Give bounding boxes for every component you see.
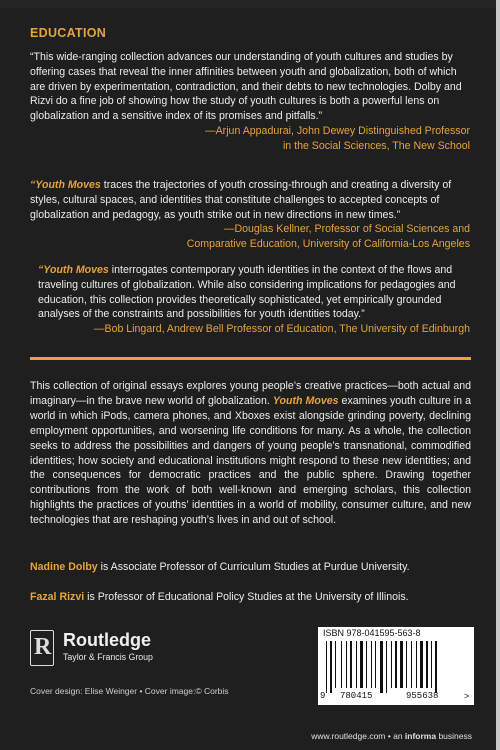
section-heading: EDUCATION	[30, 26, 107, 40]
cover-credits: Cover design: Elise Weinger • Cover image:© Corbis	[30, 686, 229, 696]
quote-attribution	[30, 124, 470, 154]
top-band	[0, 0, 500, 8]
description-text: This collection of original essays explores young people’s creative practices—both actual and imaginary—in the brave new world of globalization.	[30, 380, 471, 407]
author-bio-2	[30, 591, 471, 603]
book-title: Youth Moves	[272, 394, 339, 407]
endorsement-quote-2	[30, 178, 470, 252]
barcode-bar	[435, 641, 437, 693]
barcode-bar	[366, 641, 367, 688]
publisher-group: Taylor & Francis Group	[63, 652, 153, 662]
routledge-mark-icon	[30, 630, 54, 666]
barcode-bar	[400, 641, 403, 688]
author-bio-text: is Professor of Educational Policy Studies at the University of Illinois.	[84, 591, 409, 603]
barcode-bar	[411, 641, 412, 688]
author-name: Nadine Dolby	[30, 561, 98, 573]
barcode-bars	[326, 641, 466, 688]
quote-attribution	[30, 222, 470, 252]
barcode-bar	[426, 641, 428, 688]
separator: • an	[385, 731, 405, 741]
barcode-bar	[335, 641, 336, 688]
attribution-line: —Bob Lingard, Andrew Bell Professor of Education, The University of Edinburgh	[93, 323, 470, 336]
book-title: “Youth Moves	[30, 179, 101, 191]
attribution-line: Comparative Education, University of California-Los Angeles	[186, 238, 470, 251]
barcode-bar	[346, 641, 347, 688]
barcode-bar	[341, 641, 342, 688]
publisher-name: Routledge	[63, 630, 151, 650]
barcode-bar	[360, 641, 363, 688]
attribution-line: in the Social Sciences, The New School	[282, 139, 470, 152]
attribution-line: —Arjun Appadurai, John Dewey Distinguished Professor	[205, 124, 470, 137]
barcode-digits-left: 780415	[340, 691, 373, 701]
barcode-bar	[375, 641, 376, 688]
quote-text	[30, 178, 470, 222]
barcode-bar	[416, 641, 417, 688]
endorsement-quote-1	[30, 50, 470, 154]
publisher-logo	[30, 630, 180, 670]
barcode-bar	[391, 641, 392, 688]
barcode-bar	[380, 641, 383, 693]
website: www.routledge.com	[311, 731, 386, 741]
barcode-end-mark: >	[464, 691, 470, 701]
barcode-bar	[431, 641, 432, 688]
author-bio-1	[30, 561, 471, 573]
quote-body: interrogates contemporary youth identities in the context of the flows and traveling cultures of globalization. While also considering implications for pedagogies and education, this collection provides theoretically sophisticated, yet empirically grounded analyses of the constraints and possibilities for youth identities today.”	[38, 264, 456, 321]
page-edge	[496, 0, 500, 750]
barcode-bar	[330, 641, 332, 693]
parent-suffix: business	[436, 731, 472, 741]
barcode-bar	[386, 641, 387, 693]
author-name: Fazal Rizvi	[30, 591, 85, 603]
barcode-digits-right: 955638	[406, 691, 439, 701]
author-bio-text: is Associate Professor of Curriculum Studies at Purdue University.	[97, 561, 410, 573]
attribution-line: —Douglas Kellner, Professor of Social Sciences and	[223, 223, 470, 236]
barcode-bar	[420, 641, 423, 688]
divider-rule	[30, 357, 471, 360]
book-description	[30, 379, 471, 528]
barcode-bar	[371, 641, 372, 688]
parent-company: informa	[404, 731, 437, 741]
book-title: “Youth Moves	[38, 264, 109, 276]
isbn-label: ISBN 978-041595-563-8	[323, 628, 421, 638]
quote-attribution	[30, 322, 470, 337]
quote-body: traces the trajectories of youth crossing-through and creating a diversity of styles, cultural spaces, and identities that constitute challenges to accepted concepts of globalization and pedagogy, as youth strike out in new directions in new times.”	[30, 179, 452, 221]
endorsement-quote-3	[30, 263, 470, 337]
isbn-barcode	[318, 627, 474, 705]
barcode-bar	[356, 641, 357, 688]
barcode-digit: 9	[320, 691, 326, 701]
logo-letter: R	[34, 634, 52, 660]
description-text: examines youth culture in a world in which iPods, camera phones, and Xboxes exist alongside grinding poverty, declining employment opportunities, and worsening life conditions for many. As a whole, the collection seeks to address the possibilities and dangers of young people’s transnational, commodified identities; how society and educational institutions might respond to these new identities; and the consequences for democratic practices and the public sphere. Drawing together contributions from the work of both well-known and emerging scholars, this collection highlights the practices of youths’ identities in a world of mobility, consumer culture, and new technologies that are reshaping youth’s lives in and out of school.	[30, 394, 471, 527]
barcode-bar	[395, 641, 397, 688]
barcode-bar	[326, 641, 327, 693]
barcode-bar	[350, 641, 352, 688]
barcode-bar	[406, 641, 407, 688]
publisher-footer	[311, 731, 472, 741]
quote-text: “This wide-ranging collection advances our understanding of youth cultures and studies by offering cases that reveal the inner affinities between youth and globalization, both of which are driven by experimentation, contradiction, and their debts to new technologies. Dolby and Rizvi do a fine job of showing how the study of youth cultures is both a powerful lens on globalization and a sensitive index of its promises and pitfalls.”	[30, 51, 462, 123]
quote-text	[30, 263, 470, 322]
